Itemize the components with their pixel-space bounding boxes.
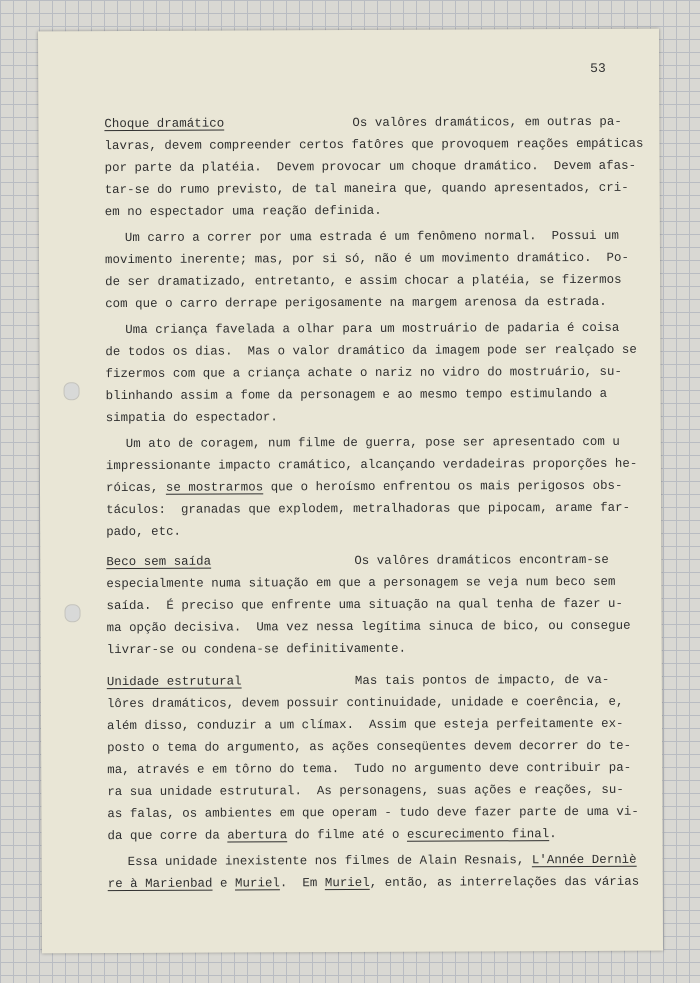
punch-hole xyxy=(64,604,80,622)
text-line: ra sua unidade estrutural. As personagens, suas ações e reações, su- xyxy=(107,782,624,800)
film-title: L'Année Dernìè xyxy=(531,852,637,868)
text-line: por parte da platéia. Devem provocar um choque dramático. Devem afas- xyxy=(104,158,637,176)
text-line: ma, através e em tôrno do tema. Tudo no argumento deve contribuir pa- xyxy=(107,760,632,778)
text-line: com que o carro derrape perigosamente na margem arenosa da estrada. xyxy=(105,294,607,312)
text-line: Uma criança favelada a olhar para um mostruário de padaria é coisa xyxy=(125,320,620,337)
underlined-phrase: abertura xyxy=(227,828,288,843)
underlined-phrase: se mostrarmos xyxy=(165,480,264,495)
text-line: fizermos com que a criança achate o nariz no vidro do mostruário, su- xyxy=(105,364,623,382)
text-line: táculos: granadas que explodem, metralhadoras que pipocam, arame far- xyxy=(106,500,631,518)
text-line: re à Marienbad e Muriel. Em Muriel, então, as interrelações das várias xyxy=(107,874,640,892)
text-line: pado, etc. xyxy=(106,524,182,540)
text-line: blinhando assim a fome da personagem e ao mesmo tempo estimulando a xyxy=(105,386,608,404)
text-line: da que corre da abertura do filme até o escurecimento final. xyxy=(107,827,557,844)
text-line: saída. É preciso que enfrente uma situação na qual tenha de fazer u- xyxy=(106,596,624,614)
text-line: além disso, conduzir a um clímax. Assim que esteja perfeitamente ex- xyxy=(106,716,624,734)
punch-hole xyxy=(64,382,80,400)
text-line: em no espectador uma reação definida. xyxy=(104,203,382,220)
film-title: re à Marienbad xyxy=(107,876,213,892)
text-line: de todos os dias. Mas o valor dramático da imagem pode ser realçado se xyxy=(105,342,637,360)
typewritten-page xyxy=(38,29,663,954)
text-line: posto o tema do argumento, as ações conseqüentes devem decorrer do te- xyxy=(107,738,632,756)
text-line: impressionante impacto cramático, alcançando verdadeiras proporções he- xyxy=(105,456,638,474)
section-heading-choque: Choque dramático xyxy=(104,116,225,132)
text-line: Choque dramático Os valôres dramáticos, em outras pa- xyxy=(104,114,622,132)
text-line: movimento inerente; mas, por si só, não é um movimento dramático. Po- xyxy=(104,250,630,268)
text-line: as falas, os ambientes em que operam - tudo deve fazer parte de uma vi- xyxy=(107,804,639,822)
text-line: lavras, devem compreender certos fatôres que provoquem reações empáticas xyxy=(104,136,644,154)
text-line: Unidade estrutural Mas tais pontos de impacto, de va- xyxy=(106,672,610,690)
text-line: Um carro a correr por uma estrada é um fenômeno normal. Possui um xyxy=(124,228,619,245)
text-line: livrar-se ou condena-se definitivamente. xyxy=(106,641,407,658)
text-line: Essa unidade inexistente nos filmes de Alain Resnais, L'Année Dernìè xyxy=(127,852,637,869)
text-line: de ser dramatizado, entretanto, e assim chocar a platéia, se fizermos xyxy=(105,272,622,290)
page-number: 53 xyxy=(590,60,606,76)
text-line: lôres dramáticos, devem possuir continuidade, unidade e coerência, e, xyxy=(106,694,624,712)
text-line: róicas, se mostrarmos que o heroísmo enfrentou os mais perigosos obs- xyxy=(105,478,623,496)
film-title: Muriel xyxy=(324,875,370,891)
text-line: ma opção decisiva. Uma vez nessa legítima sinuca de bico, ou consegue xyxy=(106,618,631,636)
text-line: Beco sem saída Os valôres dramáticos encontram-se xyxy=(106,552,609,570)
section-heading-beco: Beco sem saída xyxy=(106,554,212,570)
text-line: especialmente numa situação em que a personagem se veja num beco sem xyxy=(106,574,616,592)
text-line: simpatia do espectador. xyxy=(105,410,278,426)
underlined-phrase: escurecimento final xyxy=(406,827,550,842)
section-heading-unidade: Unidade estrutural xyxy=(106,674,242,690)
film-title: Muriel xyxy=(234,876,280,891)
text-line: Um ato de coragem, num filme de guerra, pose ser apresentado com u xyxy=(125,434,620,451)
text-line: tar-se do rumo previsto, de tal maneira que, quando apresentados, cri- xyxy=(104,180,629,198)
